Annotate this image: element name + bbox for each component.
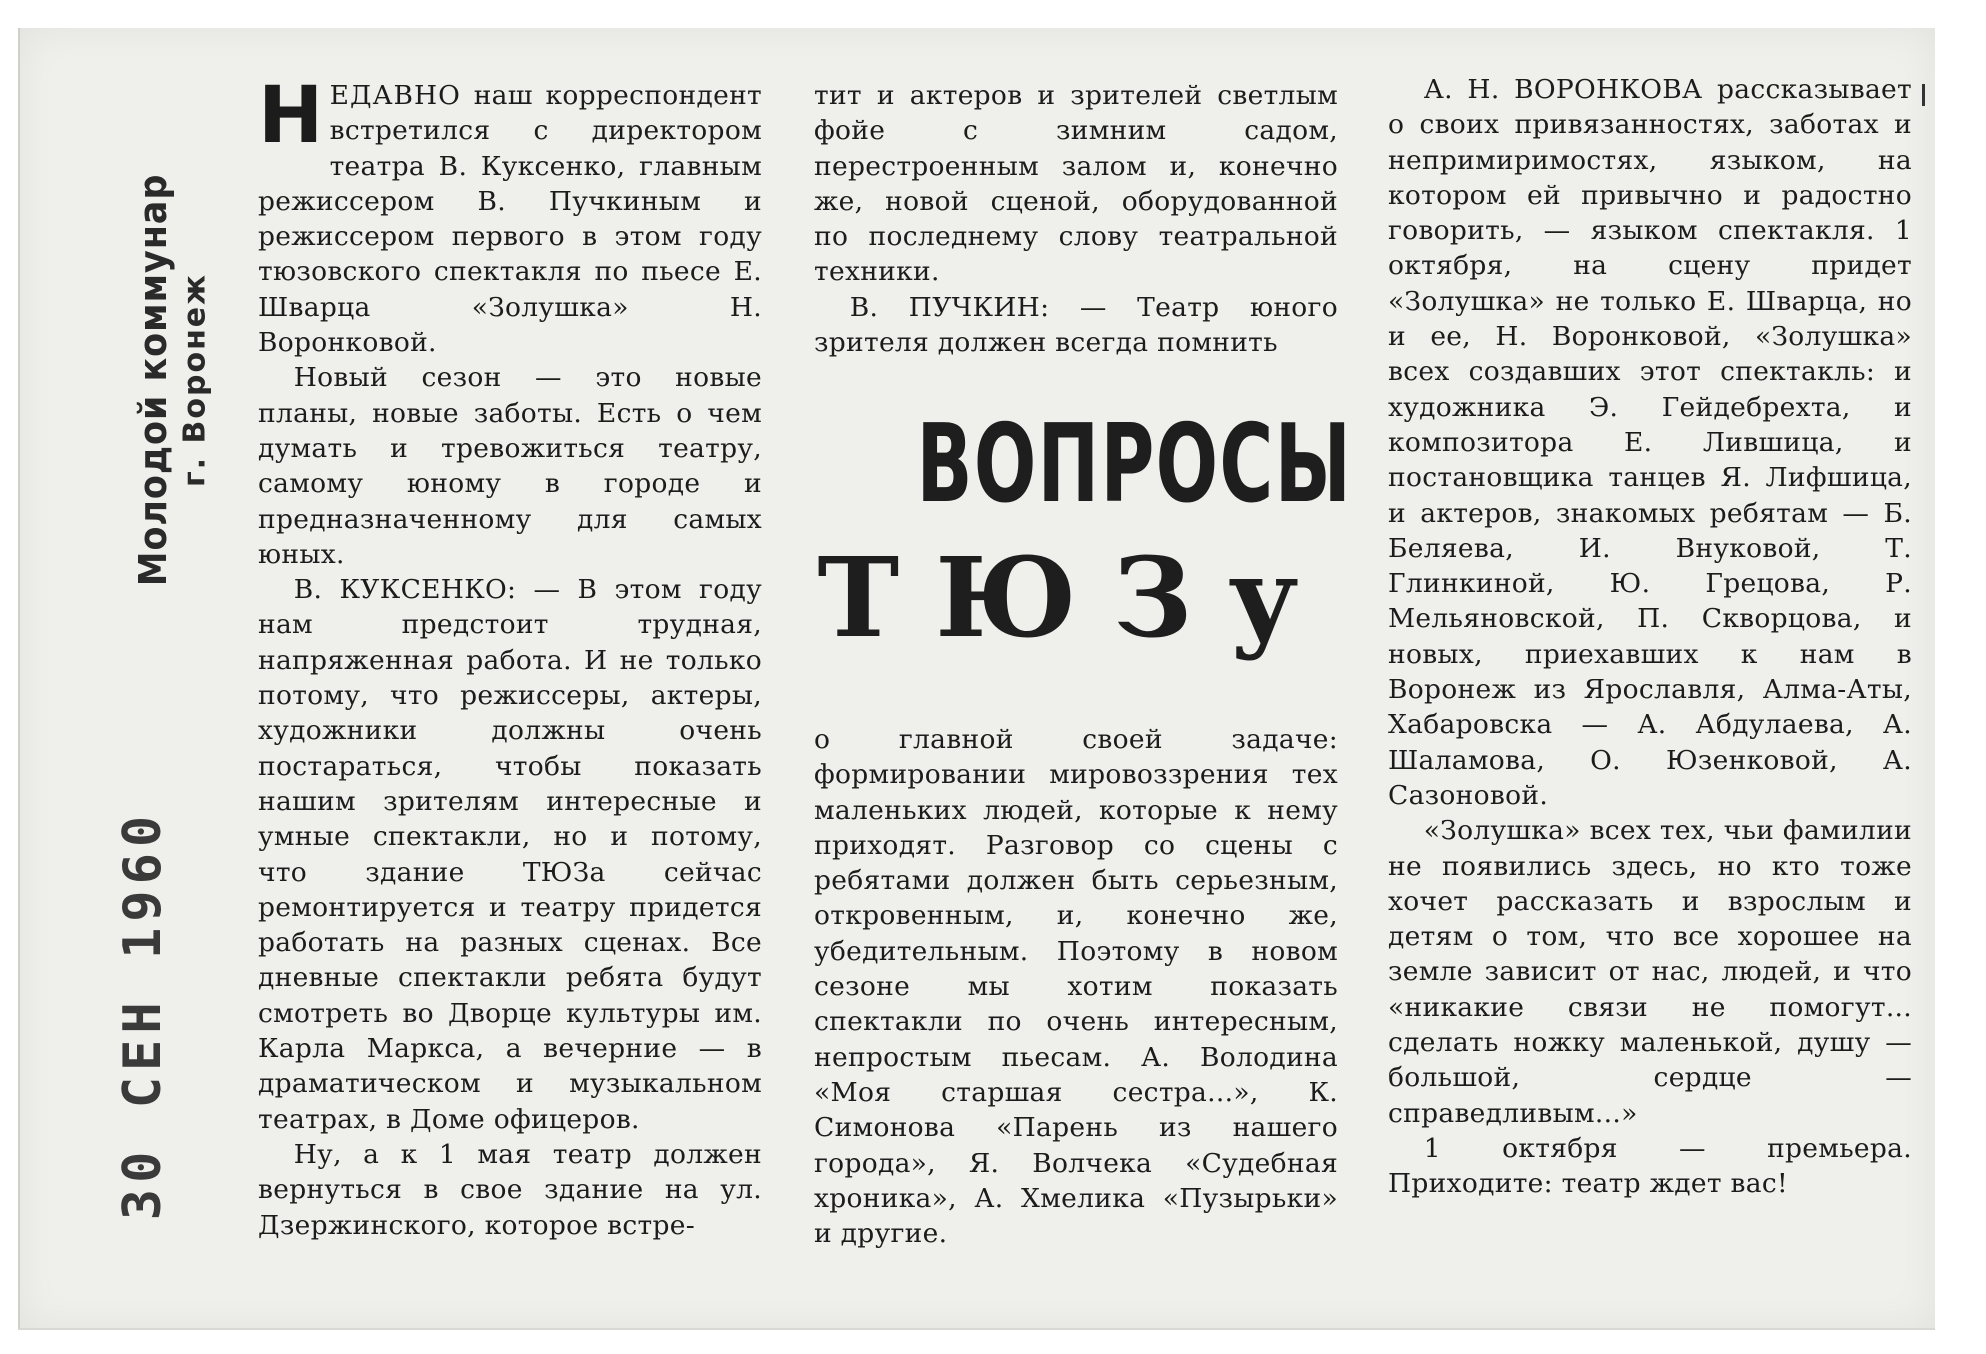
article-column-2-continued: [814, 722, 1338, 1251]
drop-cap: Н: [258, 71, 324, 161]
paragraph: «Золушка» всех тех, чьи фамилии не появились здесь, но кто тоже хочет рассказать и взрослым и детям о том, что все хорошее на земле зависит от нас, людей, и что «никакие связи не помогут... сделать ножку маленькой, душу — большой, сердце — справедливым...»: [1388, 815, 1912, 1129]
date-stamp: 30 СЕН 1960: [113, 809, 173, 1221]
paragraph: тит и актеров и зрителей светлым фойе с зимним садом, перестроенным залом и, конечно же, новой сценой, оборудованной по последнему слову театральной техники.: [814, 80, 1338, 288]
paragraph: Новый сезон — это новые планы, новые заботы. Есть о чем думать и тревожиться театру, самому юному в городе и предназначенному для самых юных.: [258, 362, 762, 570]
paragraph: Ну, а к 1 мая театр должен вернуться в свое здание на ул. Дзержинского, которое встре-: [258, 1138, 762, 1241]
article-column-2: [814, 78, 1338, 360]
headline-line-2: ТЮЗу: [817, 533, 1335, 662]
lead-caps: ЕДАВНО: [329, 80, 461, 111]
city-stamp: г. Воронеж: [177, 272, 213, 488]
intro-text: наш корреспондент встретился с директором театра В. Куксенко, главным режиссером В. Пучкиным и режиссером первого в этом году тюзовского спектакля по пьесе Е. Шварца «Золушка» Н. Воронковой.: [258, 80, 762, 359]
paragraph-puchkin: В. ПУЧКИН: — Театр юного зрителя должен всегда помнить: [814, 291, 1338, 359]
source-stamp: Молодой коммунар: [131, 173, 175, 587]
intro-paragraph: [258, 71, 762, 360]
headline: [814, 402, 1353, 663]
paragraph-voronkova: А. Н. ВОРОНКОВА рассказывает о своих привязанностях, заботах и непримиримостях, языком, на котором ей привычно и радостно говорить, — языком спектакля. 1 октября, на сцену придет «Золушка» не только Е. Шварца, но и ее, Н. Воронковой, «Золушка» всех создавших этот спектакль: и художника Э. Гейдебрехта, и композитора Е. Лившица, и постановщика танцев Я. Лифшица, и актеров, знакомых ребятам — Б. Беляева, И. Внуковой, Т. Глинкиной, Ю. Грецова, Р. Мельяновской, П. Скворцова, и новых, приехавших к нам в Воронеж из Ярославля, Алма-Аты, Хабаровска — А. Абдулаева, А. Шаламова, О. Юзенковой, А. Сазоновой.: [1388, 74, 1912, 811]
article-column-1: [258, 71, 762, 1243]
edge-mark: [1922, 84, 1925, 106]
article-column-3: [1388, 72, 1912, 1202]
paragraph: о главной своей задаче: формировании мировоззрения тех маленьких людей, которые к нему приходят. Разговор со сцены с ребятами должен быть серьезным, откровенным, и, конечно же, убедительным. Поэтому в новом сезоне мы хотим показать спектакли по очень интересным, непростым пьесам. А. Володина «Моя старшая сестра...», К. Симонова «Парень из нашего города», Я. Волчека «Судебная хроника», А. Хмелика «Пузырьки» и другие.: [814, 724, 1338, 1250]
closing-paragraph: 1 октября — премьера. Приходите: театр ждет вас!: [1388, 1132, 1912, 1200]
paragraph-kuksenko: В. КУКСЕНКО: — В этом году нам предстоит трудная, напряженная работа. И не только потому, что режиссеры, актеры, художники должны очень постараться, чтобы показать нашим зрителям интересные и умные спектакли, но и потому, что здание ТЮЗа сейчас ремонтируется и театру придется работать на разных сценах. Все дневные спектакли ребята будут смотреть во Дворце культуры им. Карла Маркса, а вечерние — в драматическом и музыкальном театрах, в Доме офицеров.: [258, 574, 762, 1135]
headline-line-1: ВОПРОСЫ: [916, 402, 1353, 527]
